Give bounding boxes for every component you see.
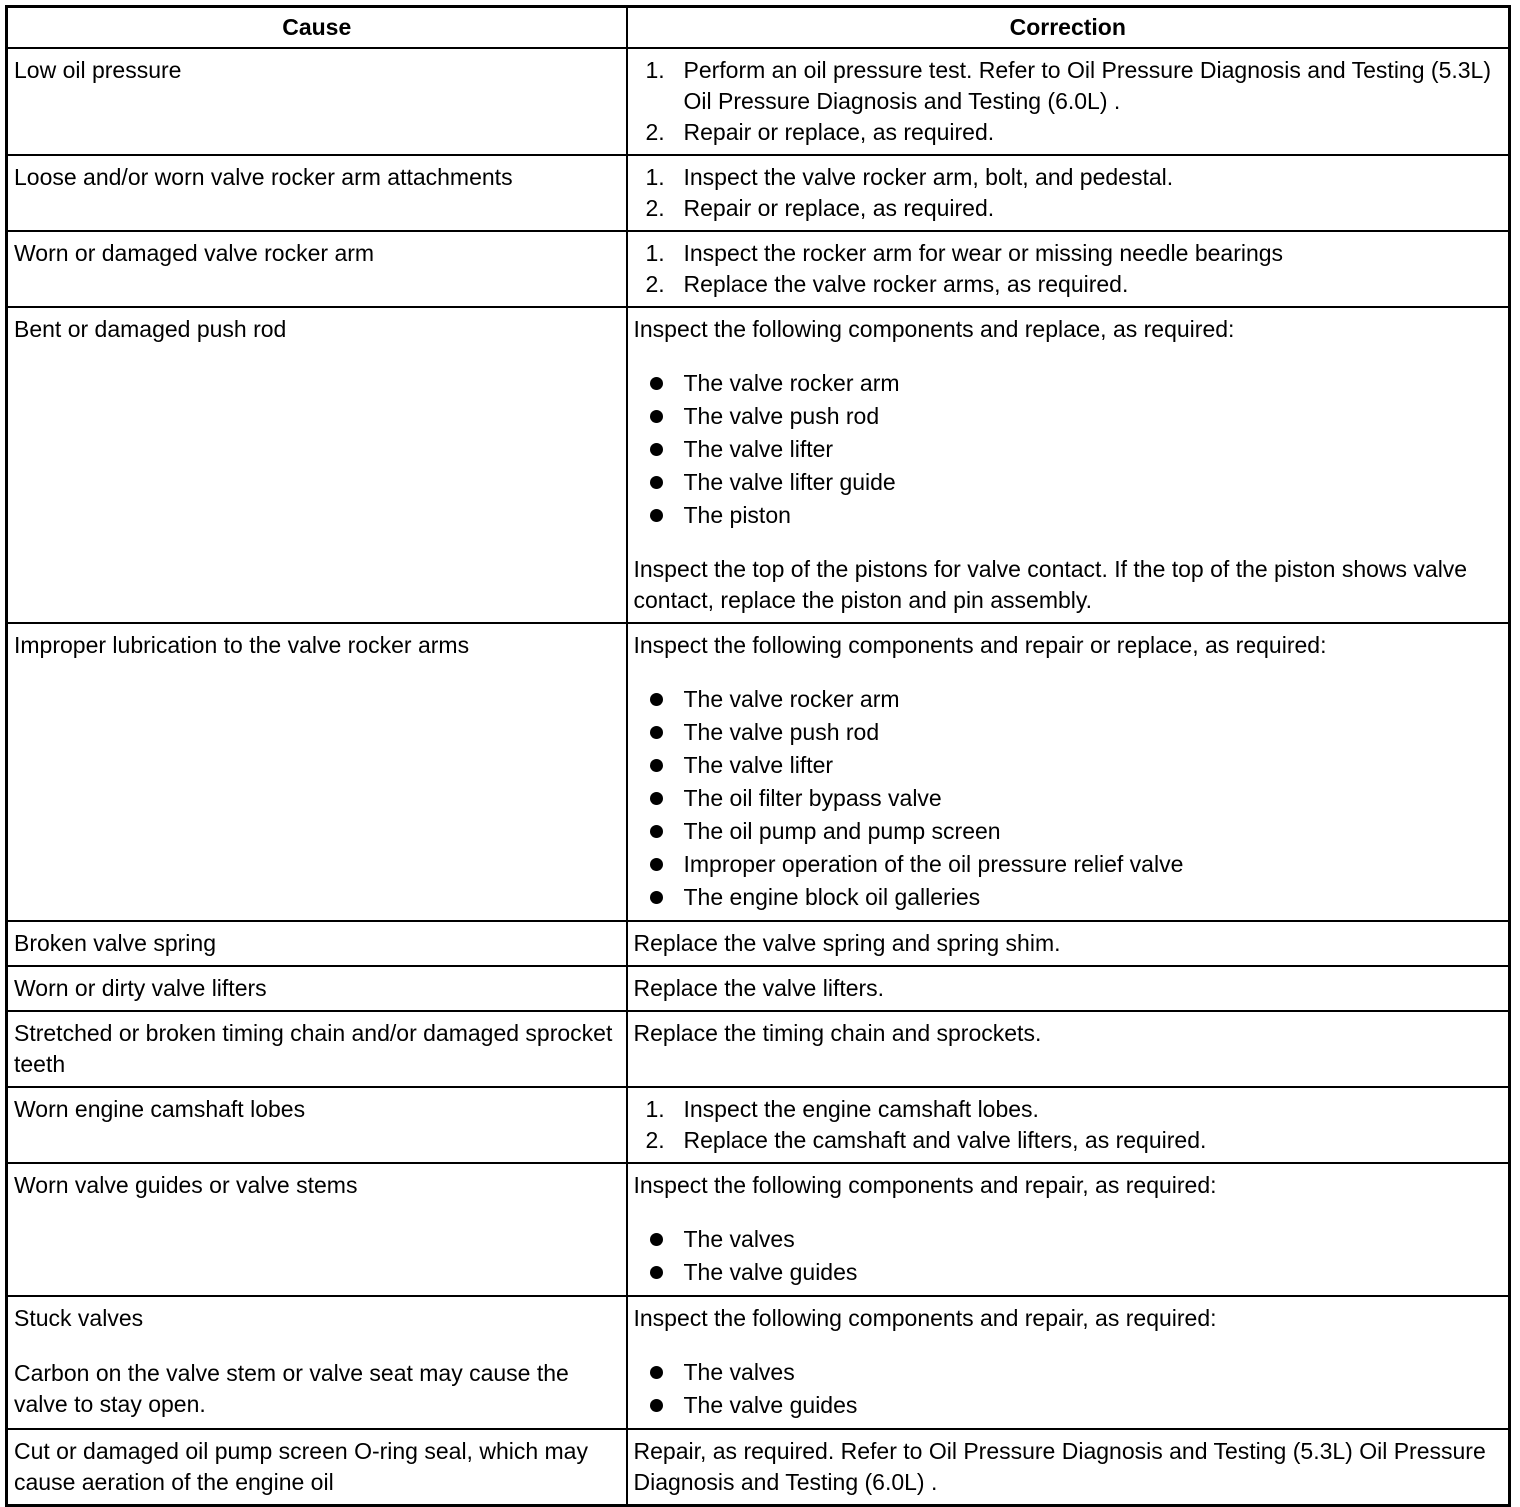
bullet-item [684,367,1503,400]
cause-text: Worn or dirty valve lifters [14,975,267,1001]
correction-cell [627,231,1510,307]
table-row [7,921,1510,966]
cause-text: Worn valve guides or valve stems [14,1172,358,1198]
numbered-steps [634,1094,1503,1156]
bullet-dot-icon [650,792,663,805]
table-row [7,155,1510,231]
correction-header: Correction [627,7,1510,49]
bullet-dot-icon [650,825,663,838]
cause-cell [7,966,627,1011]
step-item: Inspect the engine camshaft lobes. [683,1096,1039,1122]
table-row [7,1087,1510,1163]
cause-cell [7,1429,627,1506]
correction-cell [627,155,1510,231]
bullet-list [634,1356,1503,1422]
numbered-steps [634,162,1503,224]
bullet-text: Improper operation of the oil pressure relief valve [683,851,1184,877]
diagnosis-table [5,5,1511,1507]
bullet-item [684,1389,1503,1422]
bullet-text: The oil pump and pump screen [683,818,1001,844]
bullet-item [684,881,1503,914]
correction-cell [627,1163,1510,1296]
bullet-item [684,683,1503,716]
bullet-item [684,848,1503,881]
bullet-text: The valve lifter [683,752,834,778]
bullet-text: The engine block oil galleries [683,884,981,910]
bullet-dot-icon [650,891,663,904]
cause-text: Loose and/or worn valve rocker arm attachments [14,164,513,190]
bullet-text: The valves [683,1359,795,1385]
cause-text: Low oil pressure [14,57,182,83]
bullet-list [634,683,1503,914]
step-item: Repair or replace, as required. [683,195,995,221]
bullet-item [684,749,1503,782]
cause-text: Broken valve spring [14,930,216,956]
correction-cell [627,966,1510,1011]
cause-header: Cause [7,7,627,49]
bullet-dot-icon [650,1366,663,1379]
cause-text: Cut or damaged oil pump screen O-ring seal, which may cause aeration of the engine oil [14,1438,588,1495]
correction-cell [627,48,1510,155]
bullet-text: The valve push rod [683,719,880,745]
numbered-steps [634,238,1503,300]
correction-cell [627,307,1510,623]
step-item: Repair or replace, as required. [683,119,995,145]
bullet-dot-icon [650,858,663,871]
bullet-item [684,1256,1503,1289]
correction-intro: Inspect the following components and repair, as required: [633,1305,1217,1331]
correction-intro: Inspect the following components and repair or replace, as required: [633,632,1327,658]
bullet-dot-icon [650,476,663,489]
table-row [7,231,1510,307]
correction-text: Replace the timing chain and sprockets. [633,1020,1042,1046]
table-body [7,48,1510,1506]
bullet-dot-icon [650,759,663,772]
cause-cell [7,921,627,966]
cause-text: Improper lubrication to the valve rocker arms [14,632,470,658]
bullet-item [684,400,1503,433]
bullet-dot-icon [650,1233,663,1246]
correction-outro: Inspect the top of the pistons for valve contact. If the top of the piston shows valve contact, replace the piston and pin assembly. [633,556,1468,613]
bullet-item [684,1223,1503,1256]
table-row [7,1429,1510,1506]
numbered-steps [634,55,1503,148]
cause-cell [7,1296,627,1429]
bullet-text: The valves [683,1226,795,1252]
cause-cell [7,1011,627,1087]
bullet-item [684,782,1503,815]
step-item: Inspect the rocker arm for wear or missing needle bearings [683,240,1284,266]
cause-cell [7,307,627,623]
bullet-dot-icon [650,1266,663,1279]
bullet-text: The valve guides [683,1392,858,1418]
cause-text: Bent or damaged push rod [14,316,287,342]
correction-cell [627,623,1510,921]
cause-text: Worn or damaged valve rocker arm [14,240,375,266]
cause-cell [7,1163,627,1296]
correction-cell [627,1296,1510,1429]
correction-intro: Inspect the following components and repair, as required: [633,1172,1217,1198]
cause-text: Stretched or broken timing chain and/or damaged sprocket teeth [14,1020,613,1077]
bullet-text: The valve guides [683,1259,858,1285]
table-row [7,1011,1510,1087]
header-row [7,7,1510,49]
bullet-dot-icon [650,509,663,522]
cause-cell [7,48,627,155]
cause-cell [7,155,627,231]
bullet-dot-icon [650,443,663,456]
cause-cell [7,1087,627,1163]
step-item: Perform an oil pressure test. Refer to Oil Pressure Diagnosis and Testing (5.3L) Oil Pressure Diagnosis and Testing (6.0L) . [683,57,1491,114]
bullet-dot-icon [650,693,663,706]
bullet-text: The valve lifter guide [683,469,896,495]
step-item: Inspect the valve rocker arm, bolt, and pedestal. [683,164,1174,190]
bullet-text: The valve rocker arm [683,370,900,396]
bullet-dot-icon [650,377,663,390]
correction-intro: Inspect the following components and replace, as required: [633,316,1235,342]
correction-text: Replace the valve lifters. [633,975,885,1001]
table-row [7,966,1510,1011]
cause-text: Carbon on the valve stem or valve seat may cause the valve to stay open. [14,1360,569,1417]
table-row [7,1163,1510,1296]
bullet-item [684,815,1503,848]
correction-cell [627,1011,1510,1087]
table-row [7,1296,1510,1429]
bullet-list [634,367,1503,532]
cause-text: Worn engine camshaft lobes [14,1096,306,1122]
bullet-text: The oil filter bypass valve [683,785,942,811]
bullet-item [684,433,1503,466]
bullet-list [634,1223,1503,1289]
bullet-item [684,499,1503,532]
step-item: Replace the valve rocker arms, as required. [683,271,1129,297]
bullet-item [684,716,1503,749]
bullet-text: The valve push rod [683,403,880,429]
table-row [7,48,1510,155]
bullet-dot-icon [650,726,663,739]
bullet-dot-icon [650,1399,663,1412]
cause-cell [7,623,627,921]
bullet-text: The valve rocker arm [683,686,900,712]
bullet-item [684,1356,1503,1389]
bullet-text: The piston [683,502,791,528]
table-row [7,307,1510,623]
cause-cell [7,231,627,307]
cause-text: Stuck valves [14,1305,144,1331]
bullet-dot-icon [650,410,663,423]
step-item: Replace the camshaft and valve lifters, as required. [683,1127,1207,1153]
correction-text: Replace the valve spring and spring shim. [633,930,1061,956]
table-row [7,623,1510,921]
correction-cell [627,1429,1510,1506]
correction-cell [627,921,1510,966]
bullet-item [684,466,1503,499]
correction-text: Repair, as required. Refer to Oil Pressure Diagnosis and Testing (5.3L) Oil Pressure Diagnosis and Testing (6.0L) . [633,1438,1486,1495]
bullet-text: The valve lifter [683,436,834,462]
correction-cell [627,1087,1510,1163]
